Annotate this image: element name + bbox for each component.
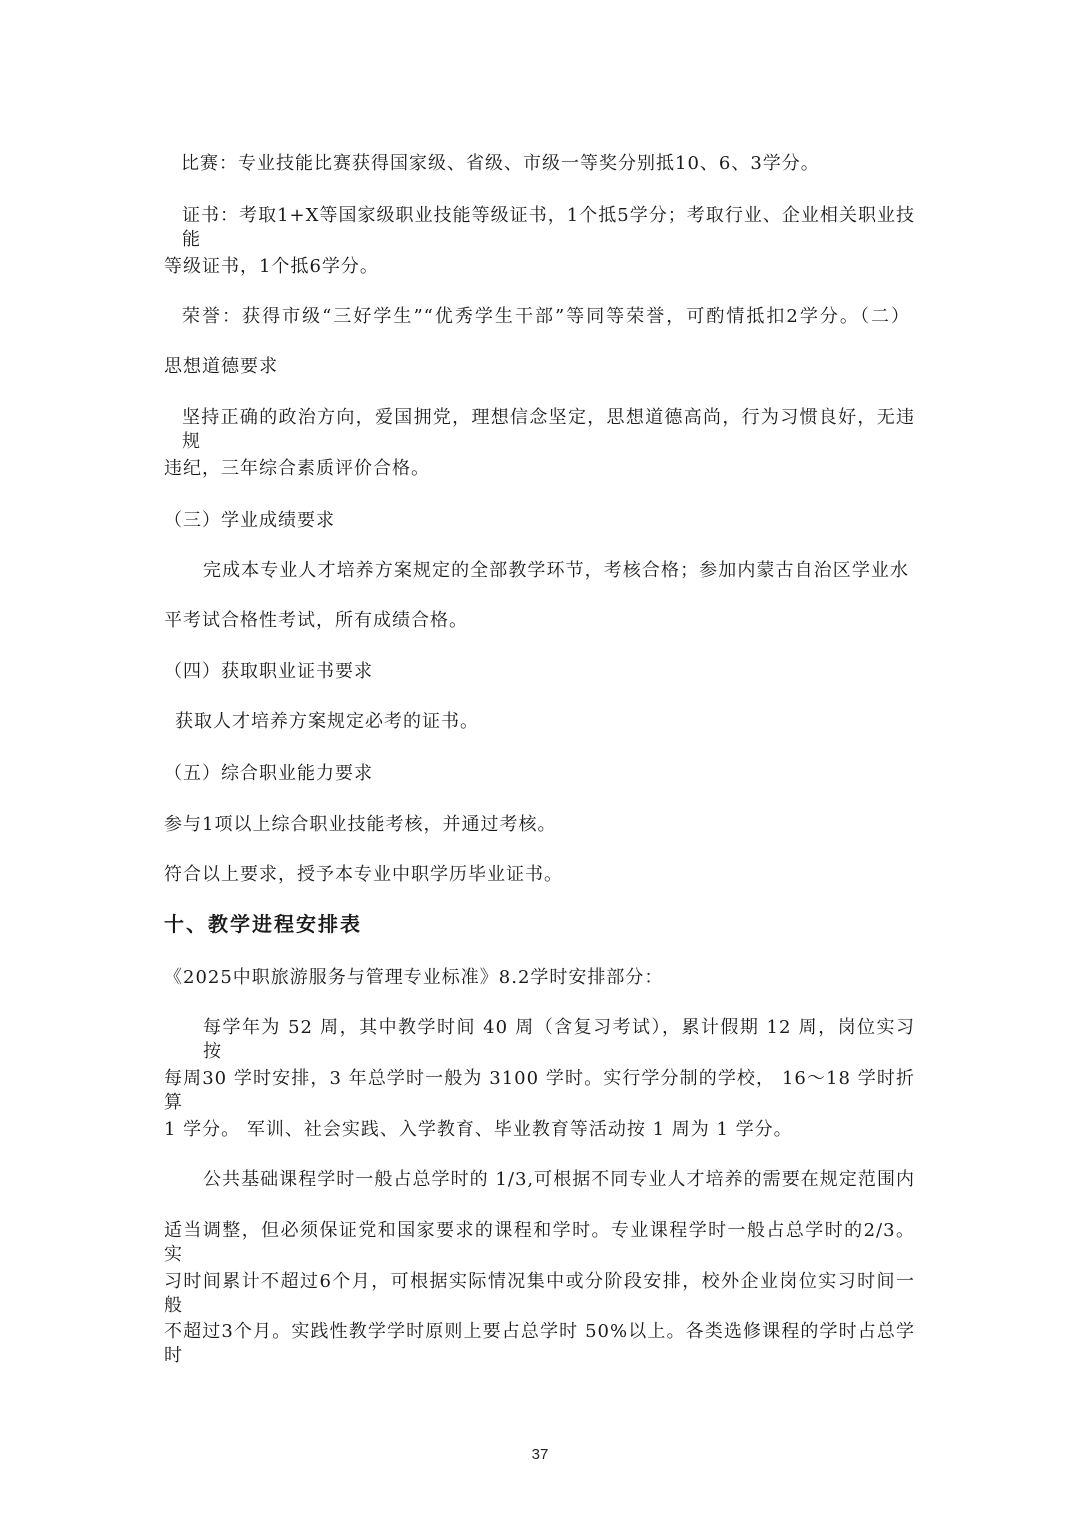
chapter-heading: 十、教学进程安排表	[164, 912, 362, 936]
paragraph-line: 每学年为 52 周，其中教学时间 40 周（含复习考试），累计假期 12 周，岗位实习按	[203, 1017, 915, 1062]
section-heading: 思想道德要求	[164, 356, 278, 377]
paragraph-line: 不超过3个月。实践性教学学时原则上要占总学时 50%以上。各类选修课程的学时占总学时	[164, 1321, 915, 1366]
paragraph-line: 获取人才培养方案规定必考的证书。	[175, 711, 479, 732]
paragraph-line: 1 学分。 军训、社会实践、入学教育、毕业教育等活动按 1 周为 1 学分。	[164, 1119, 793, 1140]
paragraph-line: 证书：考取1+X等国家级职业技能等级证书，1个抵5学分；考取行业、企业相关职业技能	[182, 205, 915, 250]
paragraph-line: 违纪，三年综合素质评价合格。	[164, 458, 430, 479]
section-heading: （四）获取职业证书要求	[164, 661, 373, 682]
paragraph-line: 荣誉：获得市级“三好学生”“优秀学生干部”等同等荣誉，可酌情抵扣2学分。（二）	[182, 306, 910, 327]
paragraph-line: 坚持正确的政治方向，爱国拥党，理想信念坚定，思想道德高尚，行为习惯良好，无违规	[182, 407, 915, 452]
paragraph-line: 完成本专业人才培养方案规定的全部教学环节，考核合格；参加内蒙古自治区学业水	[203, 560, 909, 581]
section-heading: （三）学业成绩要求	[164, 510, 335, 531]
paragraph-line: 等级证书，1个抵6学分。	[164, 256, 379, 277]
paragraph-line: 平考试合格性考试，所有成绩合格。	[164, 610, 468, 631]
paragraph-line: 公共基础课程学时一般占总学时的 1/3,可根据不同专业人才培养的需要在规定范围内	[203, 1169, 915, 1190]
paragraph-line: 比赛：专业技能比赛获得国家级、省级、市级一等奖分别抵10、6、3学分。	[181, 153, 820, 174]
paragraph-line: 参与1项以上综合职业技能考核，并通过考核。	[164, 814, 557, 835]
paragraph-line: 习时间累计不超过6个月，可根据实际情况集中或分阶段安排，校外企业岗位实习时间一般	[164, 1271, 915, 1316]
paragraph-line: 符合以上要求，授予本专业中职学历毕业证书。	[164, 864, 563, 885]
paragraph-line: 适当调整，但必须保证党和国家要求的课程和学时。专业课程学时一般占总学时的2/3。实	[164, 1220, 915, 1265]
section-heading: （五）综合职业能力要求	[164, 763, 373, 784]
page-number: 37	[531, 1446, 549, 1463]
paragraph-line: 《2025中职旅游服务与管理专业标准》8.2学时安排部分：	[164, 967, 664, 988]
paragraph-line: 每周30 学时安排，3 年总学时一般为 3100 学时。实行学分制的学校， 16～18 学时折算	[164, 1068, 915, 1113]
